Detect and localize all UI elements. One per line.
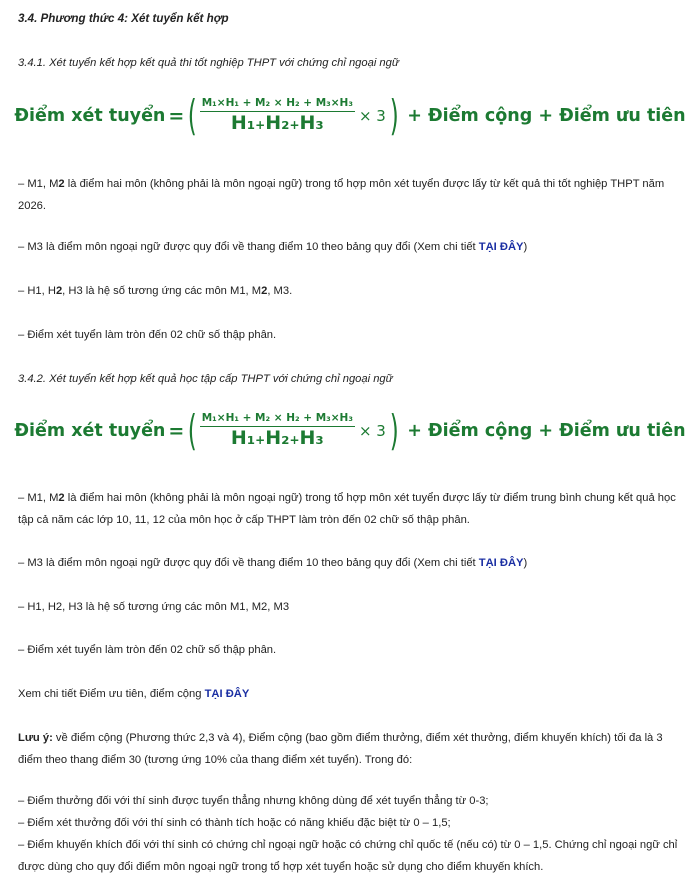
note-label: Lưu ý: [18,732,53,744]
formula-open-paren: ( [188,406,198,455]
paragraph-m1-m2-exam: – M1, M2 là điểm hai môn (không phải là môn ngoại ngữ) trong tổ hợp môn xét tuyển được lấy từ kết quả thi tốt nghiệp THPT năm 2026. [18,178,665,212]
priority-points-link[interactable]: TẠI ĐÂY [204,688,250,700]
formula-lhs: Điểm xét tuyển [14,421,166,441]
formula-2 [14,405,686,457]
formula-denominator: H₁+H₂+H₃ [230,427,324,449]
formula-times: × 3 [358,107,386,125]
formula-1 [14,90,686,142]
formula-equals: = [168,420,185,442]
details-link[interactable]: TẠI ĐÂY [478,241,524,253]
paragraph-h-coefficients-transcript: – H1, H2, H3 là hệ số tương ứng các môn M1, M2, M3 [18,601,290,613]
section-heading: 3.4. Phương thức 4: Xét tuyển kết hợp [18,12,229,25]
formula-close-paren: ) [389,91,399,140]
note-list [18,790,686,878]
list-item: – Điểm xét thưởng đối với thí sinh có thành tích hoặc có năng khiếu đặc biệt từ 0 – 1,5; [18,817,451,829]
formula-lhs: Điểm xét tuyển [14,106,166,126]
formula-close-paren: ) [389,406,399,455]
formula-denominator: H₁+H₂+H₃ [230,112,324,134]
paragraph-m3-transcript: – M3 là điểm môn ngoại ngữ được quy đổi về thang điểm 10 theo bảng quy đổi (Xem chi tiết TẠI ĐÂY) [18,557,528,569]
paragraph-m1-m2-transcript: – M1, M2 là điểm hai môn (không phải là môn ngoại ngữ) trong tổ hợp môn xét tuyển được lấy từ điểm trung bình chung kết quả học tập cả năm các lớp 10, 11, 12 của môn học ở cấp THPT làm tròn đến 02 chữ số thập phân. [18,492,676,526]
paragraph-see-more: Xem chi tiết Điểm ưu tiên, điểm cộng TẠI ĐÂY [18,688,250,700]
paragraph-m3-exam: – M3 là điểm môn ngoại ngữ được quy đổi về thang điểm 10 theo bảng quy đổi (Xem chi tiết TẠI ĐÂY) [18,241,528,253]
formula-times: × 3 [358,422,386,440]
formula-tail: + Điểm cộng + Điểm ưu tiên [407,421,686,441]
formula-numerator: M₁×H₁ + M₂ × H₂ + M₃×H₃ [200,411,355,427]
formula-fraction [200,411,355,451]
subsection-heading-2: 3.4.2. Xét tuyển kết hợp kết quả học tập cấp THPT với chứng chỉ ngoại ngữ [18,373,393,385]
paragraph-rounding-exam: – Điểm xét tuyển làm tròn đến 02 chữ số thập phân. [18,329,277,341]
formula-open-paren: ( [188,91,198,140]
formula-tail: + Điểm cộng + Điểm ưu tiên [407,106,686,126]
list-item: – Điểm khuyến khích đối với thí sinh có chứng chỉ ngoại ngữ hoặc có chứng chỉ quốc tế (nếu có) từ 0 – 1,5. Chứng chỉ ngoại ngữ chỉ được dùng cho quy đổi điểm môn ngoại ngữ trong tổ hợp xét tuyển hoặc sử dụng cho điểm khuyến khích. [18,839,678,873]
subsection-heading-1: 3.4.1. Xét tuyển kết hợp kết quả thi tốt nghiệp THPT với chứng chỉ ngoại ngữ [18,57,399,69]
paragraph-h-coefficients-exam: – H1, H2, H3 là hệ số tương ứng các môn M1, M2, M3. [18,285,293,297]
list-item: – Điểm thưởng đối với thí sinh được tuyển thẳng nhưng không dùng để xét tuyển thẳng từ 0-3; [18,795,489,807]
formula-fraction [200,96,355,136]
paragraph-rounding-transcript: – Điểm xét tuyển làm tròn đến 02 chữ số thập phân. [18,644,277,656]
details-link[interactable]: TẠI ĐÂY [478,557,524,569]
formula-equals: = [168,105,185,127]
paragraph-note: Lưu ý: về điểm cộng (Phương thức 2,3 và 4), Điểm cộng (bao gồm điểm thưởng, điểm xét thưởng, điểm khuyến khích) tối đa là 3 điểm theo thang điểm 30 (tương ứng 10% của thang điểm xét tuyển). Trong đó: [18,732,663,766]
formula-numerator: M₁×H₁ + M₂ × H₂ + M₃×H₃ [200,96,355,112]
